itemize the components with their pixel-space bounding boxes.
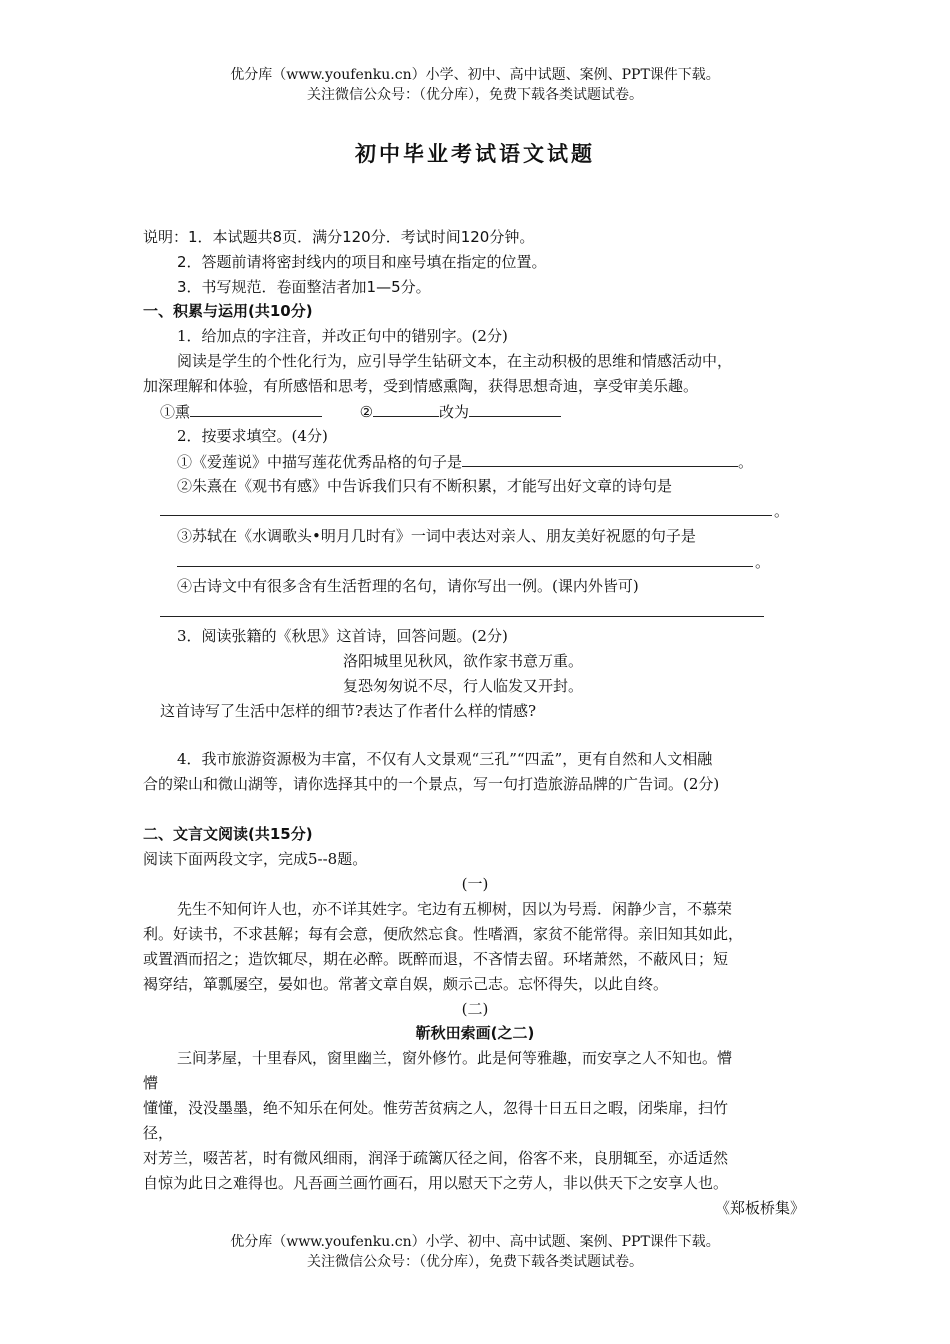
- q2-item-3: ③苏轼在《水调歌头•明月几时有》一词中表达对亲人、朋友美好祝愿的句子是: [177, 527, 696, 545]
- q1-blank-2a[interactable]: [373, 400, 439, 417]
- q2-item-2-answer-line[interactable]: [160, 515, 772, 516]
- q2-prompt: 2．按要求填空。(4分): [177, 427, 328, 445]
- section-1-heading: 一、积累与运用(共10分): [143, 302, 313, 320]
- footer-line-2: 关注微信公众号：（优分库），免费下载各类试题试卷。: [307, 1254, 643, 1270]
- passage-1-line: 利。好读书，不求甚解；每有会意，便欣然忘食。性嗜酒，家贫不能常得。亲旧知其如此，: [143, 925, 744, 943]
- q1-passage-line-2: 加深理解和体验，有所感悟和思考，受到情感熏陶，获得思想奇迪，享受审美乐趣。: [143, 377, 699, 395]
- passage-1-label: (一): [461, 875, 489, 893]
- q2-item-1-period: 。: [738, 453, 754, 471]
- section-2-heading: 二、文言文阅读(共15分): [143, 825, 313, 843]
- page-title: 初中毕业考试语文试题: [355, 141, 595, 166]
- q1-blank-1-label: ①熏: [160, 403, 191, 421]
- passage-2-line: 懵: [143, 1074, 159, 1092]
- q1-blank-2-label: ②: [359, 403, 374, 421]
- q3-poem-line-2: 复恐匆匆说不尽，行人临发又开封。: [343, 677, 584, 695]
- header-line-1: 优分库（www.youfenku.cn）小学、初中、高中试题、案例、PPT课件下载。: [230, 67, 720, 83]
- q1-blank-2b[interactable]: [469, 400, 561, 417]
- q1-passage-line-1: 阅读是学生的个性化行为，应引导学生钻研文本，在主动积极的思维和情感活动中，: [177, 352, 733, 370]
- q2-item-1-blank[interactable]: [462, 450, 738, 467]
- passage-1-line: 或置酒而招之；造饮辄尽，期在必醉。既醉而退，不吝情去留。环堵萧然，不蔽风日；短: [143, 950, 729, 968]
- passage-2-line: 径，: [143, 1124, 174, 1142]
- passage-2-line: 三间茅屋，十里春风，窗里幽兰，窗外修竹。此是何等雅趣，而安享之人不知也。懵: [177, 1049, 733, 1067]
- passage-1-line: 先生不知何许人也，亦不详其姓字。宅边有五柳树，因以为号焉．闲静少言，不慕荣: [177, 900, 733, 918]
- passage-2-title: 靳秋田索画(之二): [415, 1024, 535, 1042]
- q1-blank-2-mid: 改为: [439, 403, 470, 421]
- q3-question: 这首诗写了生活中怎样的细节?表达了作者什么样的情感?: [160, 702, 537, 720]
- header-line-2: 关注微信公众号：（优分库），免费下载各类试题试卷。: [307, 87, 643, 103]
- passage-2-line: 对芳兰，啜苦茗，时有微风细雨，润泽于疏篱仄径之间，俗客不来，良朋辄至，亦适适然: [143, 1149, 729, 1167]
- passage-2-line: 懂懂，没没墨墨，绝不知乐在何处。惟劳苦贫病之人，忽得十日五日之暇，闭柴扉，扫竹: [143, 1099, 729, 1117]
- q4-line-1: 4．我市旅游资源极为丰富，不仅有人文景观“三孔”“四孟”，更有自然和人文相融: [177, 750, 713, 768]
- q2-item-4: ④古诗文中有很多含有生活哲理的名句，请你写出一例。(课内外皆可): [177, 577, 639, 595]
- q2-item-2: ②朱熹在《观书有感》中告诉我们只有不断积累，才能写出好文章的诗句是: [177, 477, 673, 495]
- passage-1-line: 褐穿结，箪瓢屡空，晏如也。常著文章自娱，颇示己志。忘怀得失，以此自终。: [143, 975, 669, 993]
- passage-2-line: 自惊为此日之难得也。凡吾画兰画竹画石，用以慰天下之劳人，非以供天下之安享人也。: [143, 1174, 729, 1192]
- instruction-1: 说明：1．本试题共8页．满分120分．考试时间120分钟。: [143, 228, 535, 246]
- instruction-2: 2．答题前请将密封线内的项目和座号填在指定的位置。: [177, 253, 547, 271]
- q2-item-3-period: 。: [755, 553, 771, 571]
- passage-2-label: (二): [461, 1000, 489, 1018]
- q2-item-4-answer-line[interactable]: [160, 616, 764, 617]
- q1-answer-row: [160, 400, 561, 423]
- q2-item-1-row: [177, 450, 753, 473]
- q2-item-3-answer-line[interactable]: [177, 566, 753, 567]
- instruction-3: 3．书写规范．卷面整洁者加1—5分。: [177, 278, 431, 296]
- q4-line-2: 合的梁山和微山湖等，请你选择其中的一个景点，写一句打造旅游品牌的广告词。(2分): [143, 775, 720, 793]
- passage-2-source: 《郑板桥集》: [714, 1199, 805, 1217]
- q3-poem-line-1: 洛阳城里见秋风，欲作家书意万重。: [343, 652, 584, 670]
- q1-blank-1[interactable]: [190, 400, 322, 417]
- footer-line-1: 优分库（www.youfenku.cn）小学、初中、高中试题、案例、PPT课件下载。: [230, 1234, 720, 1250]
- q1-prompt: 1．给加点的字注音，并改正句中的错别字。(2分): [177, 327, 508, 345]
- q2-item-1: ①《爱莲说》中描写莲花优秀品格的句子是: [177, 453, 463, 471]
- q3-prompt: 3．阅读张籍的《秋思》这首诗，回答问题。(2分): [177, 627, 508, 645]
- q2-item-2-period: 。: [774, 502, 790, 520]
- section-2-intro: 阅读下面两段文字，完成5--8题。: [143, 850, 368, 868]
